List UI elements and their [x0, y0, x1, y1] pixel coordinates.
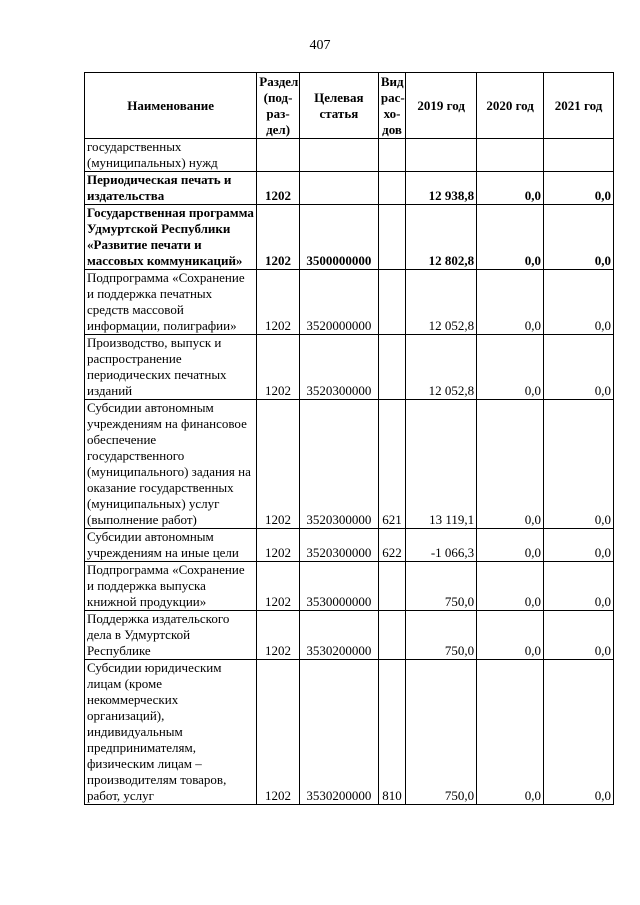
cell-target: 3530000000	[299, 562, 378, 611]
cell-2021: 0,0	[544, 529, 614, 562]
cell-2021: 0,0	[544, 400, 614, 529]
cell-2021: 0,0	[544, 205, 614, 270]
table-row	[85, 529, 614, 562]
cell-2021: 0,0	[544, 270, 614, 335]
header-target: Целевая статья	[299, 73, 378, 139]
cell-section: 1202	[257, 611, 300, 660]
cell-target: 3520300000	[299, 529, 378, 562]
table-body	[85, 139, 614, 805]
cell-vid	[378, 335, 405, 400]
cell-2020: 0,0	[477, 335, 544, 400]
cell-2020: 0,0	[477, 400, 544, 529]
cell-2019: 13 119,1	[406, 400, 477, 529]
table-row	[85, 562, 614, 611]
cell-2021: 0,0	[544, 660, 614, 805]
cell-section: 1202	[257, 205, 300, 270]
cell-2020: 0,0	[477, 172, 544, 205]
table-row	[85, 139, 614, 172]
cell-name: Поддержка издательского дела в Удмуртской Республике	[85, 611, 257, 660]
cell-2020: 0,0	[477, 205, 544, 270]
header-2019: 2019 год	[406, 73, 477, 139]
header-2021: 2021 год	[544, 73, 614, 139]
cell-target: 3520000000	[299, 270, 378, 335]
budget-table	[84, 72, 614, 805]
cell-vid	[378, 562, 405, 611]
cell-2020: 0,0	[477, 529, 544, 562]
cell-section: 1202	[257, 335, 300, 400]
header-section: Раздел (под-раз-дел)	[257, 73, 300, 139]
cell-section: 1202	[257, 529, 300, 562]
cell-name: Подпрограмма «Сохранение и поддержка выпуска книжной продукции»	[85, 562, 257, 611]
cell-name: Подпрограмма «Сохранение и поддержка печатных средств массовой информации, полиграфии»	[85, 270, 257, 335]
table-row	[85, 205, 614, 270]
cell-2021: 0,0	[544, 611, 614, 660]
cell-vid	[378, 139, 405, 172]
header-2020: 2020 год	[477, 73, 544, 139]
table-header-row	[85, 73, 614, 139]
header-vid: Вид рас-хо-дов	[378, 73, 405, 139]
cell-name: Производство, выпуск и распространение периодических печатных изданий	[85, 335, 257, 400]
cell-section	[257, 139, 300, 172]
cell-2021: 0,0	[544, 172, 614, 205]
cell-name: Субсидии юридическим лицам (кроме некоммерческих организаций), индивидуальным предпринимателям, физическим лицам – производителям товаров, работ, услуг	[85, 660, 257, 805]
cell-2019: 750,0	[406, 660, 477, 805]
table-row	[85, 660, 614, 805]
cell-2019: 12 802,8	[406, 205, 477, 270]
cell-2019: 12 052,8	[406, 335, 477, 400]
cell-2019	[406, 139, 477, 172]
cell-name: Периодическая печать и издательства	[85, 172, 257, 205]
cell-vid	[378, 172, 405, 205]
cell-2019: 750,0	[406, 562, 477, 611]
header-name: Наименование	[85, 73, 257, 139]
cell-2020: 0,0	[477, 660, 544, 805]
cell-2021: 0,0	[544, 562, 614, 611]
table-row	[85, 270, 614, 335]
cell-2020	[477, 139, 544, 172]
cell-name: Субсидии автономным учреждениям на финансовое обеспечение государственного (муниципального) задания на оказание государственных (муниципальных) услуг (выполнение работ)	[85, 400, 257, 529]
cell-2020: 0,0	[477, 562, 544, 611]
cell-2019: 750,0	[406, 611, 477, 660]
cell-name: Государственная программа Удмуртской Республики «Развитие печати и массовых коммуникаций»	[85, 205, 257, 270]
cell-vid	[378, 270, 405, 335]
cell-2019: 12 052,8	[406, 270, 477, 335]
cell-2020: 0,0	[477, 270, 544, 335]
cell-target	[299, 172, 378, 205]
cell-2019: 12 938,8	[406, 172, 477, 205]
cell-target	[299, 139, 378, 172]
page-number: 407	[309, 38, 331, 53]
cell-2020: 0,0	[477, 611, 544, 660]
cell-section: 1202	[257, 270, 300, 335]
cell-vid: 621	[378, 400, 405, 529]
cell-vid	[378, 205, 405, 270]
cell-2019: -1 066,3	[406, 529, 477, 562]
cell-2021	[544, 139, 614, 172]
cell-section: 1202	[257, 562, 300, 611]
table-row	[85, 172, 614, 205]
table-row	[85, 611, 614, 660]
cell-target: 3520300000	[299, 335, 378, 400]
cell-target: 3530200000	[299, 660, 378, 805]
cell-section: 1202	[257, 172, 300, 205]
cell-name: государственных (муниципальных) нужд	[85, 139, 257, 172]
cell-name: Субсидии автономным учреждениям на иные цели	[85, 529, 257, 562]
cell-2021: 0,0	[544, 335, 614, 400]
cell-section: 1202	[257, 400, 300, 529]
cell-target: 3520300000	[299, 400, 378, 529]
cell-vid: 810	[378, 660, 405, 805]
table-row	[85, 335, 614, 400]
cell-target: 3530200000	[299, 611, 378, 660]
cell-target: 3500000000	[299, 205, 378, 270]
table-row	[85, 400, 614, 529]
cell-vid	[378, 611, 405, 660]
cell-section: 1202	[257, 660, 300, 805]
cell-vid: 622	[378, 529, 405, 562]
